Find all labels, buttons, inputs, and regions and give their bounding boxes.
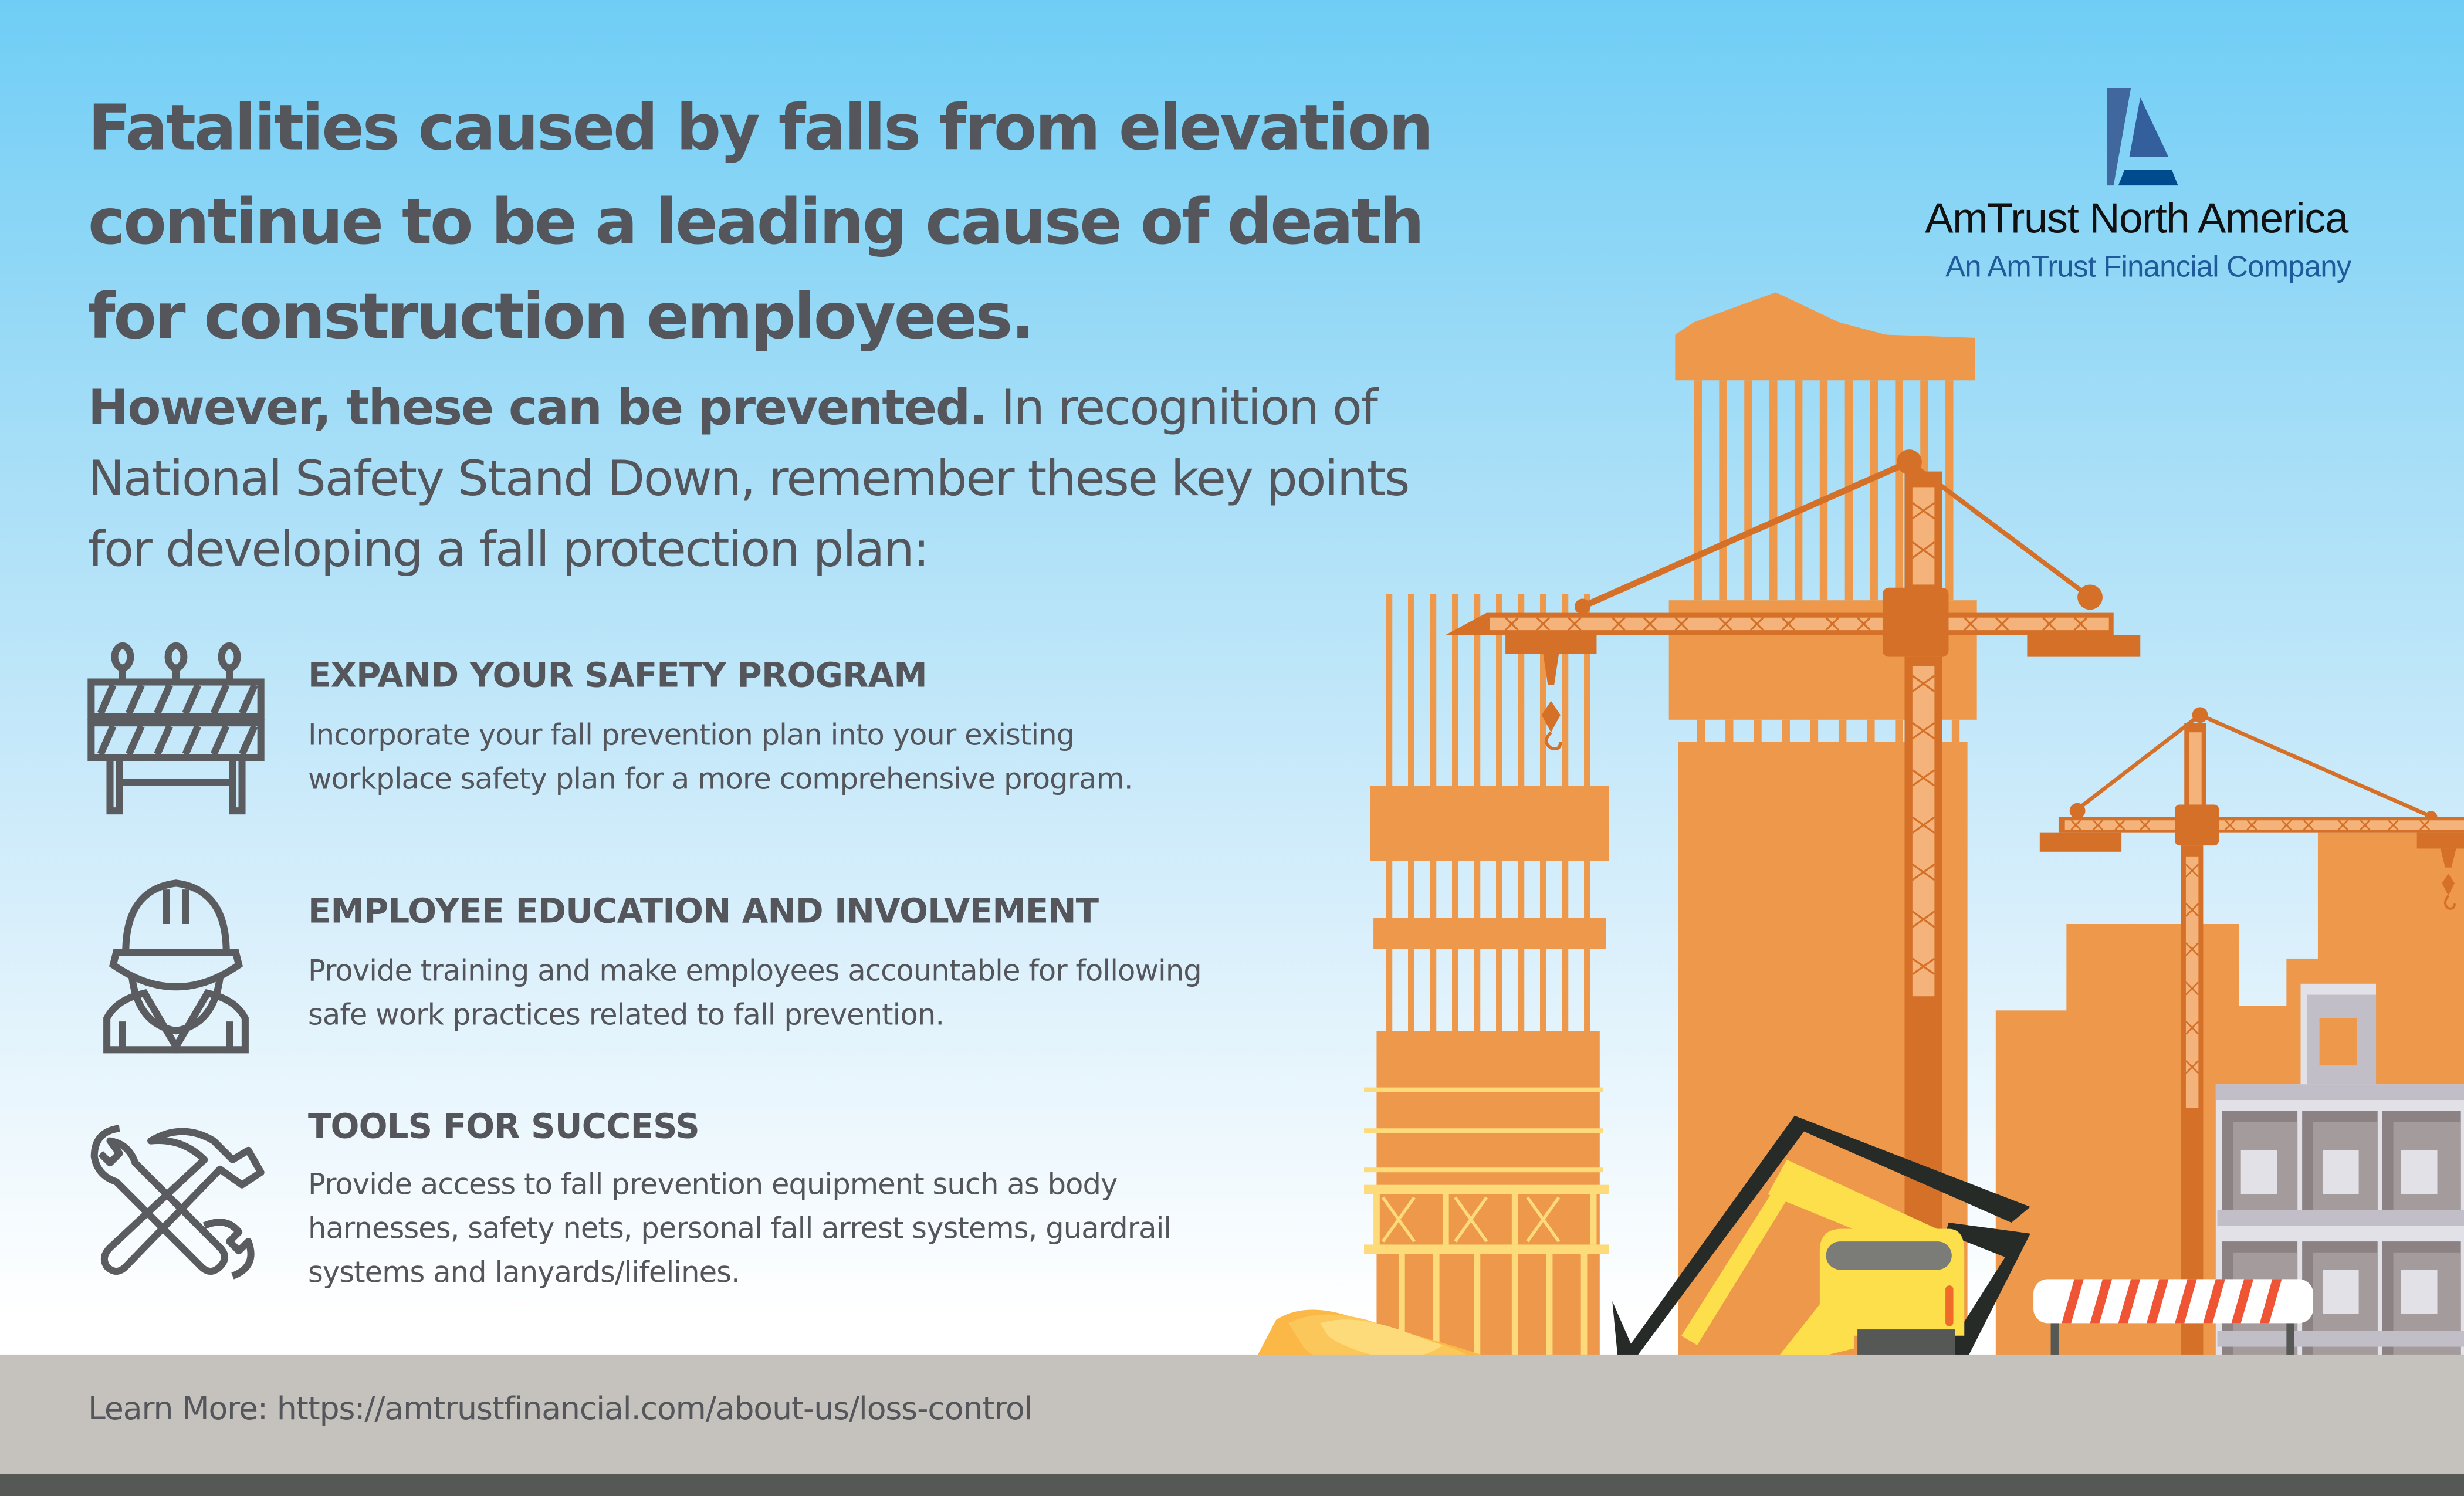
learn-more-label: Learn More: (88, 1389, 268, 1427)
barricade-icon (88, 638, 264, 814)
title-line: continue to be a leading cause of death (88, 187, 1423, 259)
point-body (308, 1165, 1171, 1297)
point-body-line: workplace safety plan for a more comprehensive program. (308, 763, 1133, 797)
point-title: EXPAND YOUR SAFETY PROGRAM (308, 656, 927, 696)
title-line: Fatalities caused by falls from elevation (88, 93, 1431, 165)
subheading (88, 374, 1534, 587)
amtrust-logo-mark (2107, 88, 2178, 185)
company-name: AmTrust North America (1925, 195, 2348, 242)
construction-worker-icon (97, 874, 255, 1056)
point-title: EMPLOYEE EDUCATION AND INVOLVEMENT (308, 892, 1099, 932)
subheading-emphasis: However, these can be prevented. (88, 380, 987, 437)
page-title (88, 82, 1534, 364)
point-body-line: Provide training and make employees accountable for following (308, 955, 1201, 989)
point-title: TOOLS FOR SUCCESS (308, 1108, 699, 1148)
company-tagline: An AmTrust Financial Company (1945, 251, 2351, 285)
title-line: for construction employees. (88, 281, 1033, 354)
point-body-line: Provide access to fall prevention equipment such as body (308, 1169, 1118, 1203)
point-body-line: safe work practices related to fall prevention. (308, 999, 945, 1033)
point-body-line: harnesses, safety nets, personal fall arrest systems, guardrail (308, 1213, 1172, 1247)
subheading-text: In recognition of (986, 380, 1377, 437)
point-body-line: systems and lanyards/lifelines. (308, 1257, 740, 1291)
wrench-hammer-icon (88, 1116, 264, 1280)
point-body (308, 715, 1133, 803)
point-body (308, 951, 1201, 1039)
subheading-text: National Safety Stand Down, remember these key points (88, 451, 1409, 508)
point-body-line: Incorporate your fall prevention plan into your existing (308, 719, 1075, 753)
learn-more (88, 1389, 1033, 1427)
footer-bottom-strip (0, 1474, 2464, 1496)
scaffold-tower (1364, 594, 1609, 1356)
learn-more-link[interactable]: https://amtrustfinancial.com/about-us/loss-control (276, 1389, 1033, 1427)
subheading-text: for developing a fall protection plan: (88, 522, 929, 578)
